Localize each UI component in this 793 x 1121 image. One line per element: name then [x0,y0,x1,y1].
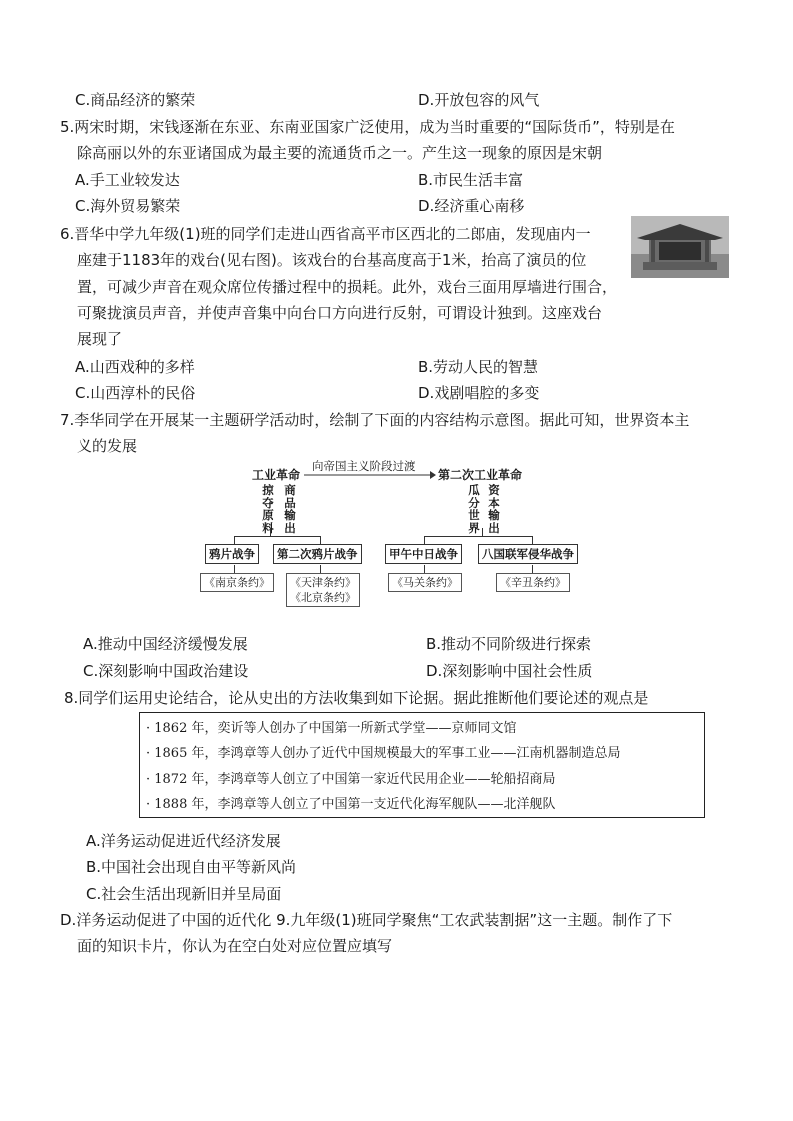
q8-option-c: C.社会生活出现新旧并呈局面 [86,885,282,903]
q5-option-c: C.海外贸易繁荣 [75,197,181,215]
q5-option-d: D.经济重心南移 [418,197,525,215]
diagram-arrow [304,471,436,479]
q8-stem: 8.同学们运用史论结合，论从史出的方法收集到如下论据。据此推断他们要论述的观点是 [64,689,649,707]
diagram-treaty-tianjin: 《天津条约》 [290,576,356,589]
q8-option-b: B.中国社会出现自由平等新风尚 [86,858,297,876]
q4-option-c: C.商品经济的繁荣 [75,91,196,109]
q7-option-a: A.推动中国经济缓慢发展 [83,635,248,653]
structure-diagram [200,459,600,614]
q7-option-d: D.深刻影响中国社会性质 [426,662,593,680]
diagram-second-industrial-revolution: 第二次工业革命 [438,468,523,482]
diagram-v-export-capital: 资本输出 [488,483,500,535]
diagram-treaty-nanjing: 《南京条约》 [200,573,274,592]
diagram-war-eight-nation: 八国联军侵华战争 [478,544,578,564]
q5-stem-line2: 除高丽以外的东亚诸国成为最主要的流通货币之一。产生这一现象的原因是宋朝 [77,144,603,162]
evidence-item: · 1862 年，奕䜣等人创办了中国第一所新式学堂——京师同文馆 [146,721,517,736]
q8-option-a: A.洋务运动促进近代经济发展 [86,832,281,850]
q6-stem-line1: 6.晋华中学九年级(1)班的同学们走进山西省高平市区西北的二郎庙，发现庙内一 [60,225,591,243]
q7-option-c: C.深刻影响中国政治建设 [83,662,249,680]
q6-stem-line5: 展现了 [77,330,123,348]
evidence-box [139,712,705,818]
evidence-item: · 1888 年，李鸿章等人创立了中国第一支近代化海军舰队——北洋舰队 [146,797,556,812]
q7-stem-line1: 7.李华同学在开展某一主题研学活动时，绘制了下面的内容结构示意图。据此可知，世界资本主 [60,411,690,429]
stage-photo [631,216,729,278]
diagram-v-plunder: 掠夺原料 [262,483,274,535]
diagram-treaty-tianjin-beijing [286,573,360,607]
diagram-treaty-beijing: 《北京条约》 [290,591,356,604]
q6-option-d: D.戏剧唱腔的多变 [418,384,540,402]
q5-option-b: B.市民生活丰富 [418,171,524,189]
diagram-war-sino-japanese: 甲午中日战争 [385,544,462,564]
diagram-treaty-xinchou: 《辛丑条约》 [496,573,570,592]
q5-stem-line1: 5.两宋时期，宋钱逐渐在东亚、东南亚国家广泛使用，成为当时重要的“国际货币”，特别是在 [60,118,675,136]
q5-option-a: A.手工业较发达 [75,171,180,189]
diagram-industrial-revolution: 工业革命 [252,468,301,482]
diagram-v-carve-up: 瓜分世界 [468,483,480,535]
q9-stem-line1: D.洋务运动促进了中国的近代化 9.九年级(1)班同学聚焦“工农武装割据”这一主题。制作了下 [60,911,673,929]
evidence-item: · 1872 年，李鸿章等人创立了中国第一家近代民用企业——轮船招商局 [146,772,556,787]
diagram-treaty-shimonoseki: 《马关条约》 [388,573,462,592]
evidence-item: · 1865 年，李鸿章等人创办了近代中国规模最大的军事工业——江南机器制造总局 [146,746,621,761]
diagram-war-second-opium: 第二次鸦片战争 [273,544,362,564]
q6-option-a: A.山西戏种的多样 [75,358,195,376]
q4-option-d: D.开放包容的风气 [418,91,540,109]
q6-option-c: C.山西淳朴的民俗 [75,384,196,402]
diagram-war-opium: 鸦片战争 [205,544,259,564]
q9-stem-line2: 面的知识卡片，你认为在空白处对应位置应填写 [77,937,393,955]
diagram-arrow-label: 向帝国主义阶段过渡 [312,459,416,473]
q6-stem-line2: 座建于1183年的戏台(见右图)。该戏台的台基高度高于1米，抬高了演员的位 [77,251,587,269]
q6-option-b: B.劳动人民的智慧 [418,358,539,376]
q6-stem-line3: 置，可减少声音在观众席位传播过程中的损耗。此外，戏台三面用厚墙进行围合， [77,278,618,296]
q7-option-b: B.推动不同阶级进行探索 [426,635,592,653]
diagram-v-export-goods: 商品输出 [284,483,296,535]
q7-stem-line2: 义的发展 [77,437,138,455]
q6-stem-line4: 可聚拢演员声音，并使声音集中向台口方向进行反射，可谓设计独到。这座戏台 [77,304,603,322]
